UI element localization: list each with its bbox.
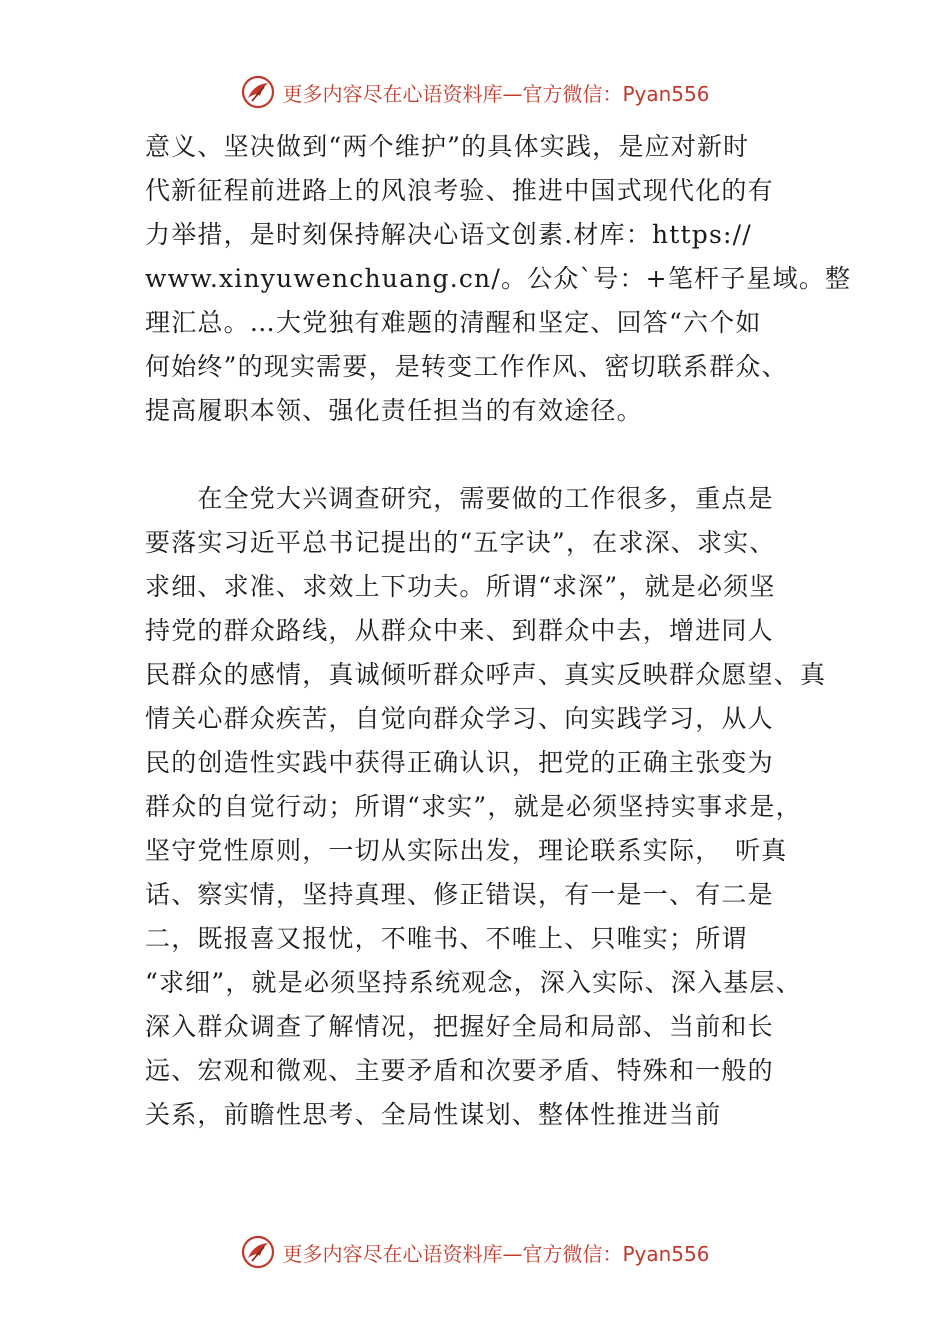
document-body	[145, 125, 852, 1137]
text-line: 坚守党性原则，一切从实际出发，理论联系实际， 听真	[145, 836, 788, 865]
text-line: “求细”，就是必须坚持系统观念，深入实际、深入基层、	[145, 968, 802, 997]
text-line: 群众的自觉行动；所谓“求实”，就是必须坚持实事求是，	[145, 792, 802, 821]
text-line: 情关心群众疾苦，自觉向群众学习、向实践学习，从人	[145, 704, 774, 733]
text-line: 何始终”的现实需要，是转变工作作风、密切联系群众、	[145, 352, 788, 381]
paragraph-1	[145, 125, 852, 433]
text-line: 要落实习近平总书记提出的“五字诀”，在求深、求实、	[145, 528, 776, 557]
paragraph-gap	[145, 433, 825, 477]
text-line: 民群众的感情，真诚倾听群众呼声、真实反映群众愿望、真	[145, 660, 827, 689]
text-line: 持党的群众路线，从群众中来、到群众中去，增进同人	[145, 616, 774, 645]
brand-logo-icon	[240, 74, 276, 110]
text-line: 代新征程前进路上的风浪考验、推进中国式现代化的有	[145, 176, 774, 205]
text-line: 在全党大兴调查研究，需要做的工作很多，重点是	[145, 484, 774, 513]
text-line: www.xinyuwenchuang.cn/。公众`号：+笔杆子星域。整	[145, 264, 852, 293]
text-line: 理汇总。…大党独有难题的清醒和坚定、回答“六个如	[145, 308, 762, 337]
brand-logo-icon	[240, 1234, 276, 1270]
text-line: 远、宏观和微观、主要矛盾和次要矛盾、特殊和一般的	[145, 1056, 774, 1085]
header-banner	[0, 68, 950, 116]
text-line: 力举措，是时刻保持解决心语文创素.材库：https://	[145, 220, 752, 249]
text-line: 二，既报喜又报忧，不唯书、不唯上、只唯实；所谓	[145, 924, 748, 953]
paragraph-2	[145, 477, 825, 1137]
text-line: 求细、求准、求效上下功夫。所谓“求深”，就是必须坚	[145, 572, 776, 601]
text-line: 民的创造性实践中获得正确认识，把党的正确主张变为	[145, 748, 774, 777]
text-line: 关系，前瞻性思考、全局性谋划、整体性推进当前	[145, 1100, 722, 1129]
text-line: 意义、坚决做到“两个维护”的具体实践，是应对新时	[145, 132, 750, 161]
text-line: 深入群众调查了解情况，把握好全局和局部、当前和长	[145, 1012, 774, 1041]
footer-banner	[0, 1228, 950, 1276]
text-line: 话、察实情，坚持真理、修正错误，有一是一、有二是	[145, 880, 774, 909]
text-line: 提高履职本领、强化责任担当的有效途径。	[145, 396, 643, 425]
header-banner-text: 更多内容尽在心语资料库—官方微信：Pyan556	[282, 81, 710, 106]
footer-banner-text: 更多内容尽在心语资料库—官方微信：Pyan556	[282, 1241, 710, 1266]
